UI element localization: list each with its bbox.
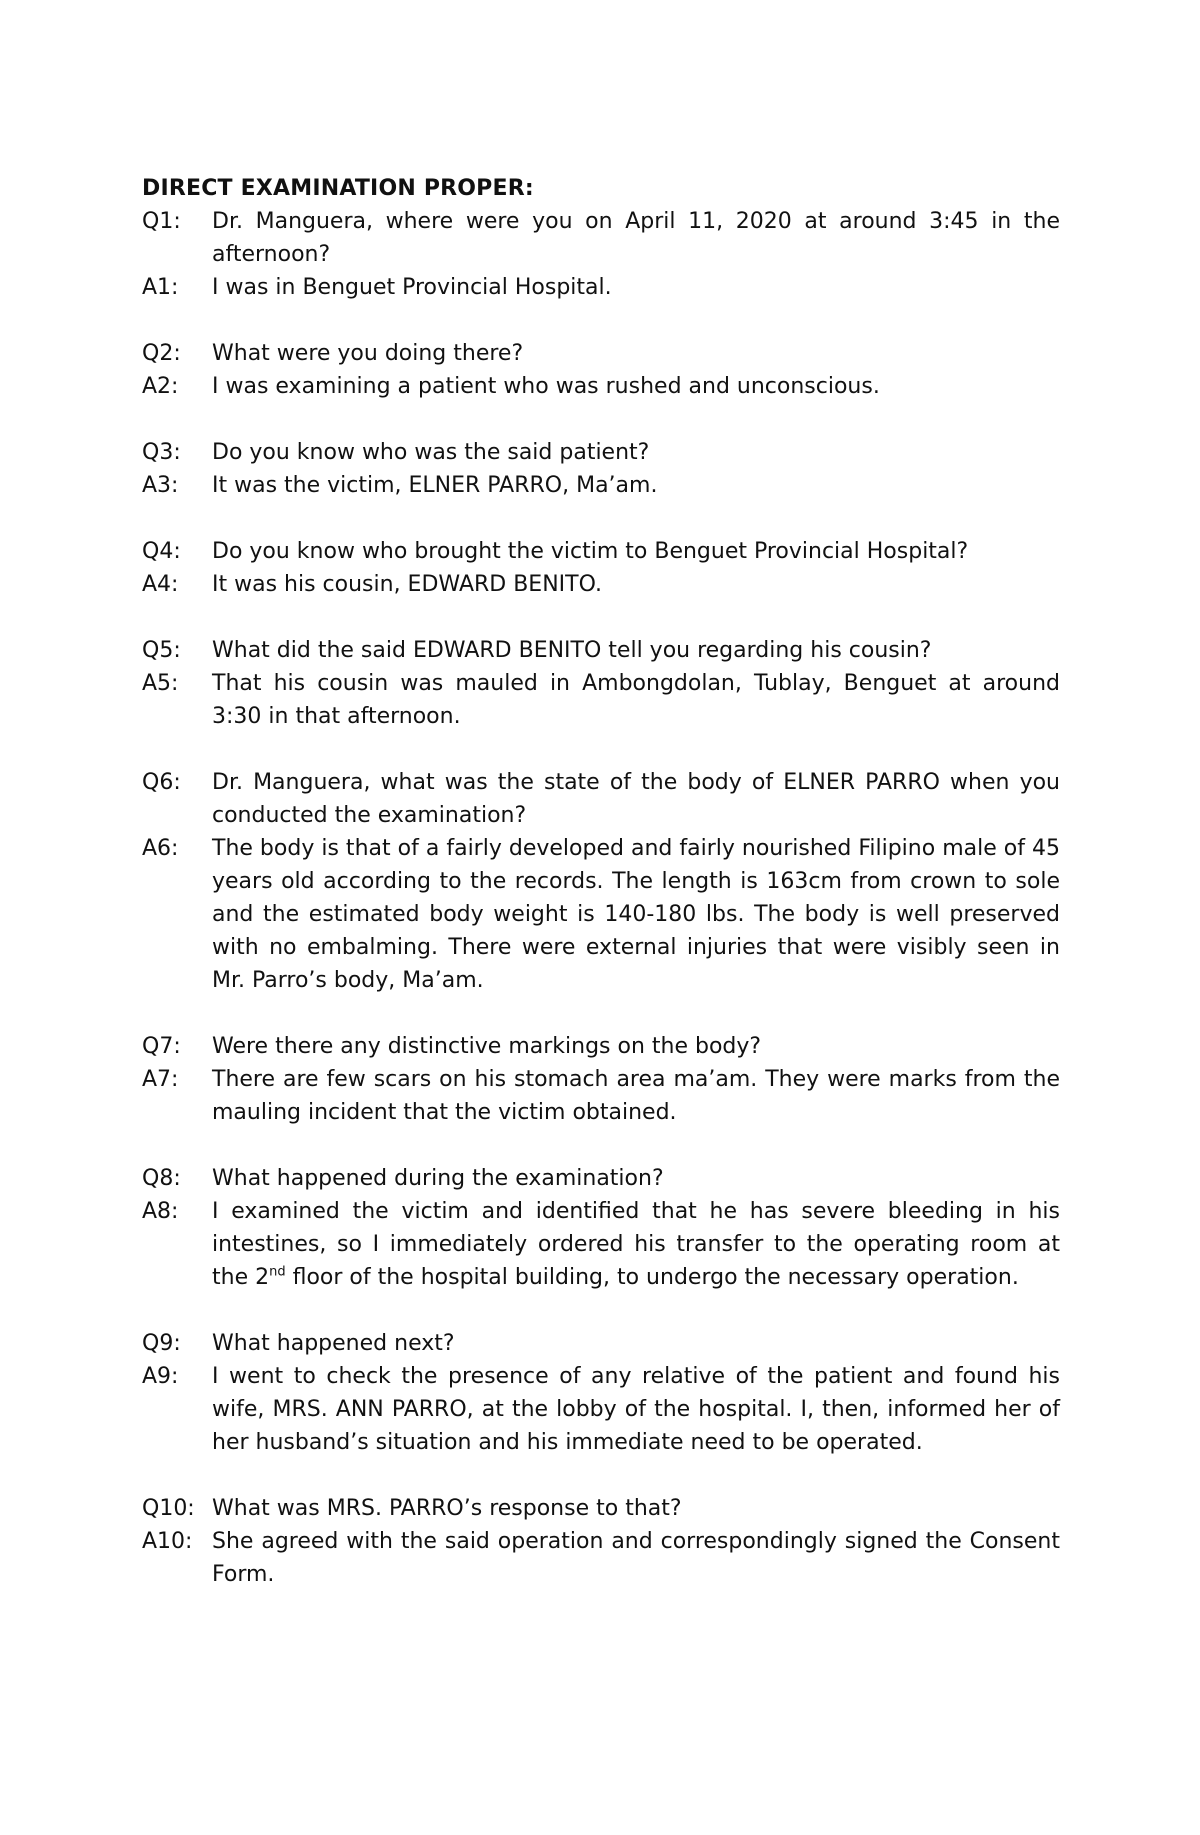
answer-text: It was his cousin, EDWARD BENITO.: [212, 572, 603, 597]
answer-text: That his cousin was mauled in Ambongdolan, Tublay, Benguet at around 3:30 in that afternoon.: [212, 671, 1060, 729]
question-label: Q8:: [142, 1166, 181, 1191]
answer-label: A1:: [142, 275, 179, 300]
answer-row: [142, 370, 1060, 403]
question-text: Do you know who was the said patient?: [212, 440, 650, 465]
answer-row: [142, 1525, 1060, 1591]
answer-text: The body is that of a fairly developed and fairly nourished Filipino male of 45 years old according to the records. The length is 163cm from crown to sole and the estimated body weight is 140-180 lbs. The body is well preserved with no embalming. There were external injuries that were visibly seen in Mr. Parro’s body, Ma’am.: [212, 836, 1060, 993]
answer-row: [142, 832, 1060, 997]
question-text: Dr. Manguera, what was the state of the body of ELNER PARRO when you conducted the examination?: [212, 770, 1060, 828]
question-text: What happened during the examination?: [212, 1166, 664, 1191]
question-text: What was MRS. PARRO’s response to that?: [212, 1496, 682, 1521]
answer-label: A9:: [142, 1364, 179, 1389]
answer-row: [142, 568, 1060, 601]
question-row: [142, 205, 1060, 271]
answer-text: It was the victim, ELNER PARRO, Ma’am.: [212, 473, 658, 498]
ordinal-superscript: nd: [269, 1264, 286, 1280]
question-text: Were there any distinctive markings on the body?: [212, 1034, 762, 1059]
answer-text: [212, 1195, 1060, 1294]
question-label: Q1:: [142, 209, 181, 234]
answer-row: [142, 1063, 1060, 1129]
answer-label: A2:: [142, 374, 179, 399]
answer-row: [142, 469, 1060, 502]
question-row: [142, 1030, 1060, 1063]
answer-label: A6:: [142, 836, 179, 861]
question-row: [142, 1492, 1060, 1525]
answer-label: A5:: [142, 671, 179, 696]
answer-row: [142, 1195, 1060, 1294]
answer-label: A8:: [142, 1199, 179, 1224]
document-page: [142, 172, 1060, 1591]
question-text: What happened next?: [212, 1331, 455, 1356]
answer-row: [142, 1360, 1060, 1459]
question-text: Do you know who brought the victim to Benguet Provincial Hospital?: [212, 539, 969, 564]
answer-text: I went to check the presence of any relative of the patient and found his wife, MRS. ANN PARRO, at the lobby of the hospital. I, then, informed her of her husband’s situation and his immediate need to be operated.: [212, 1364, 1060, 1455]
answer-text: There are few scars on his stomach area ma’am. They were marks from the mauling incident that the victim obtained.: [212, 1067, 1060, 1125]
question-text: Dr. Manguera, where were you on April 11, 2020 at around 3:45 in the afternoon?: [212, 209, 1060, 267]
question-text: What were you doing there?: [212, 341, 524, 366]
question-label: Q5:: [142, 638, 181, 663]
question-row: [142, 535, 1060, 568]
question-row: [142, 766, 1060, 832]
answer-text: I was examining a patient who was rushed and unconscious.: [212, 374, 880, 399]
answer-label: A4:: [142, 572, 179, 597]
question-label: Q7:: [142, 1034, 181, 1059]
answer-label: A10:: [142, 1529, 193, 1554]
answer-text: I was in Benguet Provincial Hospital.: [212, 275, 612, 300]
section-heading: DIRECT EXAMINATION PROPER:: [142, 176, 534, 201]
answer-label: A3:: [142, 473, 179, 498]
question-row: [142, 634, 1060, 667]
question-row: [142, 1162, 1060, 1195]
question-label: Q10:: [142, 1496, 195, 1521]
question-label: Q3:: [142, 440, 181, 465]
answer-row: [142, 271, 1060, 304]
question-row: [142, 337, 1060, 370]
question-label: Q9:: [142, 1331, 181, 1356]
question-label: Q4:: [142, 539, 181, 564]
question-text: What did the said EDWARD BENITO tell you regarding his cousin?: [212, 638, 932, 663]
question-row: [142, 436, 1060, 469]
question-label: Q6:: [142, 770, 181, 795]
answer-label: A7:: [142, 1067, 179, 1092]
answer-text-part: I examined the victim and identified that he has severe bleeding in his intestines, so I immediately ordered his transfer to the operating room at the 2: [212, 1199, 1060, 1290]
answer-row: [142, 667, 1060, 733]
question-row: [142, 1327, 1060, 1360]
answer-text-part: floor of the hospital building, to undergo the necessary operation.: [285, 1265, 1019, 1290]
question-label: Q2:: [142, 341, 181, 366]
answer-text: She agreed with the said operation and correspondingly signed the Consent Form.: [212, 1529, 1060, 1587]
